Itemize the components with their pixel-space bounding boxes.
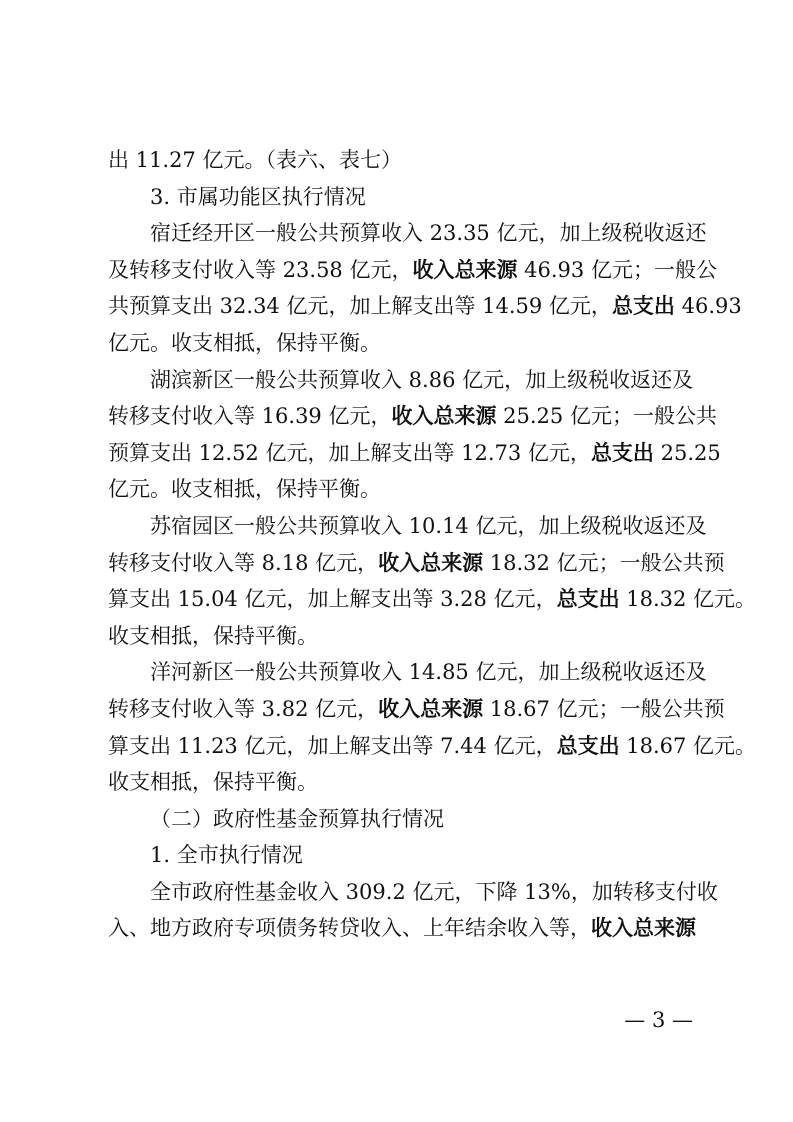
text-segment: 18.32 亿元。 — [619, 587, 757, 612]
text-segment: 收支相抵，保持平衡。 — [108, 770, 318, 795]
text-line — [108, 910, 696, 947]
text-segment: 洋河新区一般公共预算收入 14.85 亿元，加上级税收返还及 — [150, 660, 707, 685]
text-line — [108, 545, 725, 582]
text-line — [108, 691, 725, 728]
text-line — [108, 398, 717, 435]
text-line — [108, 252, 717, 289]
text-segment: 全市政府性基金收入 309.2 亿元，下降 13%，加转移支付收 — [150, 879, 718, 904]
text-segment: 算支出 11.23 亿元，加上解支出等 7.44 亿元， — [108, 733, 557, 758]
text-segment: 3. 市属功能区执行情况 — [150, 184, 366, 209]
text-segment: 收支相抵，保持平衡。 — [108, 623, 318, 648]
body-text — [108, 142, 757, 947]
bold-term: 总支出 — [556, 732, 620, 758]
text-segment: 共预算支出 32.34 亿元，加上解支出等 14.59 亿元， — [108, 294, 612, 319]
text-line — [108, 654, 707, 691]
text-segment: 18.67 亿元；一般公共预 — [483, 696, 725, 721]
text-segment: 苏宿园区一般公共预算收入 10.14 亿元，加上级税收返还及 — [150, 513, 707, 538]
text-segment: 18.32 亿元；一般公共预 — [483, 550, 725, 575]
text-segment: 亿元。收支相抵，保持平衡。 — [108, 330, 381, 355]
text-segment: 及转移支付收入等 23.58 亿元， — [108, 257, 413, 282]
text-segment: 18.67 亿元。 — [619, 733, 757, 758]
text-line — [108, 581, 757, 618]
bold-term: 收入总来源 — [378, 549, 484, 575]
text-line — [108, 764, 693, 801]
text-line — [108, 142, 693, 179]
text-segment: 1. 全市执行情况 — [150, 843, 303, 868]
text-line — [108, 362, 693, 399]
bold-term: 总支出 — [590, 439, 654, 465]
text-segment: 46.93 亿元；一般公 — [517, 257, 717, 282]
text-line — [108, 215, 707, 252]
text-segment: 25.25 亿元；一般公共 — [496, 404, 717, 429]
page-number: — 3 — — [624, 1008, 693, 1032]
text-line — [108, 728, 757, 765]
bold-term: 收入总来源 — [412, 256, 518, 282]
text-line — [108, 618, 693, 655]
text-line — [108, 471, 693, 508]
text-segment: 出 11.27 亿元。（表六、表七） — [108, 148, 402, 172]
text-segment: 46.93 — [674, 294, 742, 319]
text-segment: 预算支出 12.52 亿元，加上解支出等 12.73 亿元， — [108, 440, 591, 465]
text-line — [108, 435, 721, 472]
bold-term: 收入总来源 — [591, 915, 696, 941]
bold-term: 总支出 — [556, 586, 620, 612]
text-segment: （二）政府性基金预算执行情况 — [150, 806, 444, 831]
text-segment: 转移支付收入等 8.18 亿元， — [108, 550, 379, 575]
bold-term: 收入总来源 — [378, 695, 484, 721]
text-segment: 转移支付收入等 3.82 亿元， — [108, 696, 379, 721]
text-line — [108, 874, 718, 911]
text-line — [108, 325, 693, 362]
text-line — [108, 508, 707, 545]
text-segment: 算支出 15.04 亿元，加上解支出等 3.28 亿元， — [108, 587, 557, 612]
text-segment: 湖滨新区一般公共预算收入 8.86 亿元，加上级税收返还及 — [150, 367, 694, 392]
text-line — [108, 801, 693, 838]
text-line — [108, 288, 742, 325]
text-segment: 25.25 — [653, 440, 721, 465]
text-segment: 转移支付收入等 16.39 亿元， — [108, 404, 392, 429]
text-line — [108, 179, 693, 216]
bold-term: 总支出 — [611, 293, 675, 319]
bold-term: 收入总来源 — [391, 403, 497, 429]
text-segment: 入、地方政府专项债务转贷收入、上年结余收入等， — [108, 916, 591, 941]
text-segment: 宿迁经开区一般公共预算收入 23.35 亿元，加上级税收返还 — [150, 221, 707, 246]
text-line — [108, 837, 693, 874]
text-segment: 亿元。收支相抵，保持平衡。 — [108, 477, 381, 502]
